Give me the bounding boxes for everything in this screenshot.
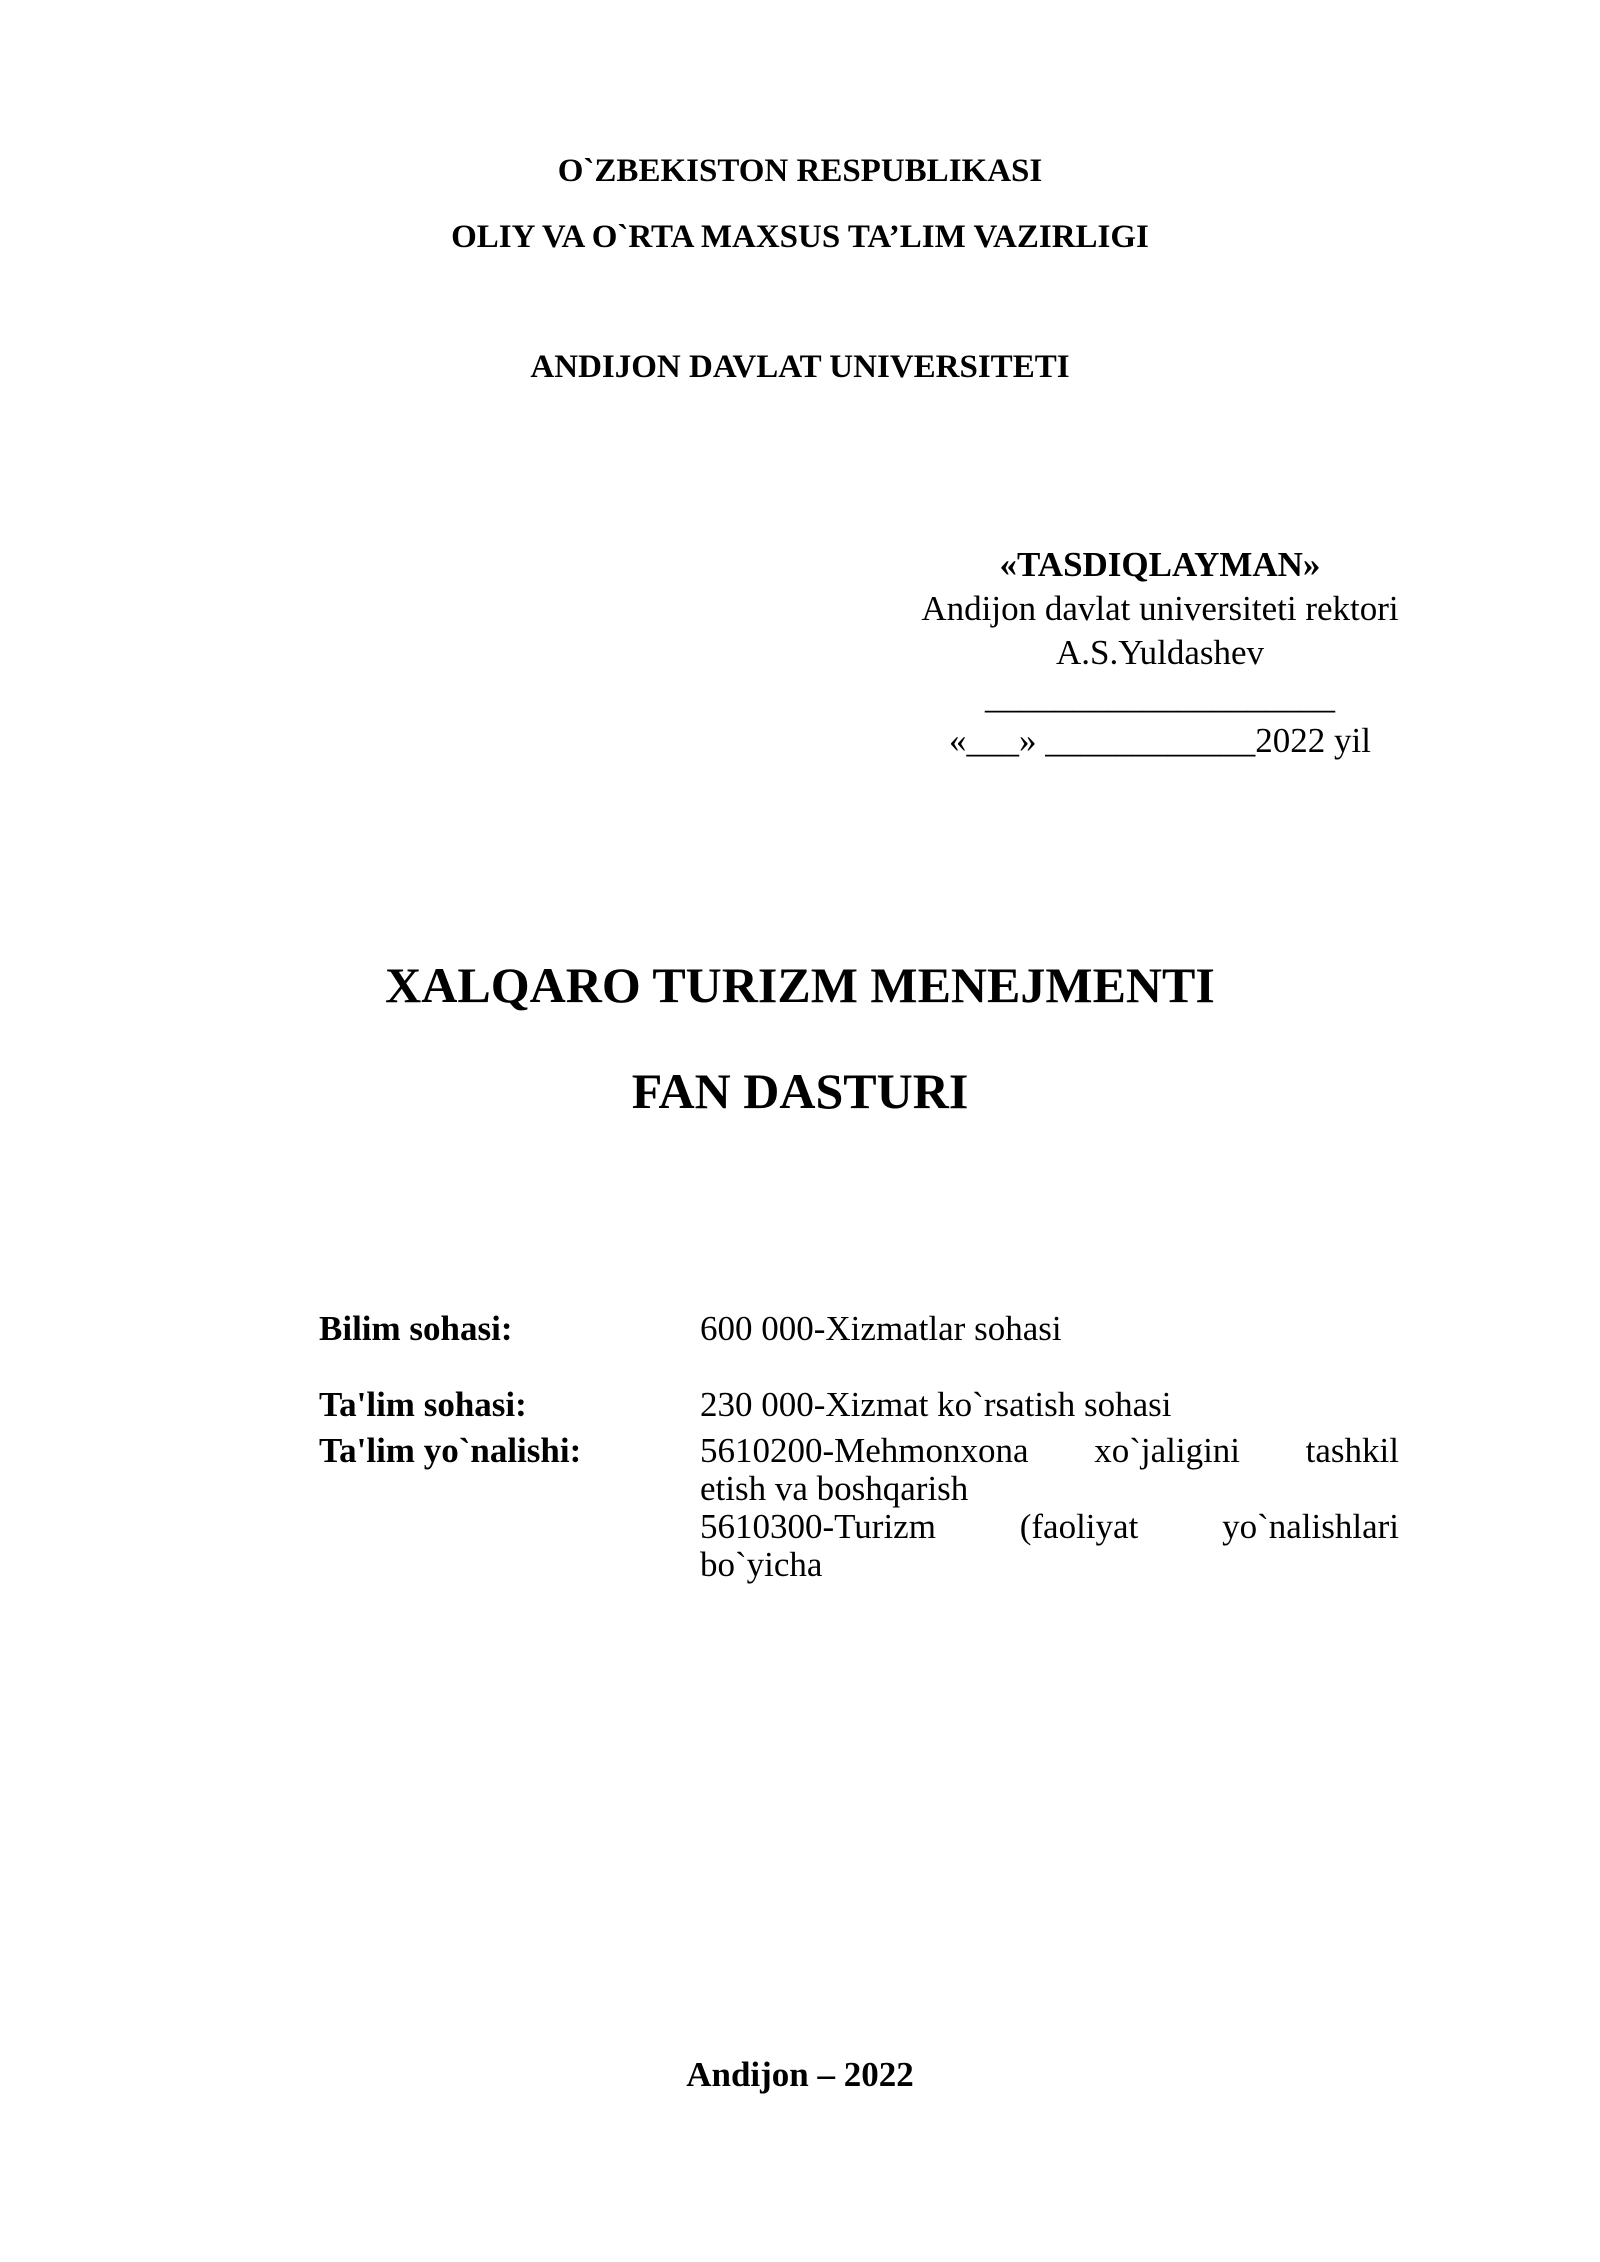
direction-label: Ta'lim yo`nalishi: <box>319 1431 582 1470</box>
info-row-direction <box>319 1432 1399 1584</box>
place-year-footer: Andijon – 2022 <box>686 2055 914 2094</box>
field-value: 600 000-Xizmatlar sohasi <box>700 1309 1062 1348</box>
university-heading: ANDIJON DAVLAT UNIVERSITETI <box>530 349 1070 385</box>
signature-line: ____________________ <box>985 677 1335 716</box>
document-subtitle: FAN DASTURI <box>631 1063 969 1119</box>
info-row-area <box>319 1386 1399 1424</box>
direction-value <box>700 1432 1399 1584</box>
field-label: Bilim sohasi: <box>319 1309 513 1348</box>
area-value: 230 000-Xizmat ko`rsatish sohasi <box>700 1385 1172 1424</box>
direction-2-line-1: 5610300-Turizm (faoliyat yo`nalishlari <box>700 1507 1399 1546</box>
area-label: Ta'lim sohasi: <box>319 1385 527 1424</box>
approval-date-line: «___» ____________2022 yil <box>949 721 1371 760</box>
document-title: XALQARO TURIZM MENEJMENTI <box>385 957 1215 1013</box>
republic-heading: O`ZBEKISTON RESPUBLIKASI <box>557 153 1043 189</box>
direction-2-line-2: bo`yicha <box>700 1545 823 1584</box>
direction-1-line-1: 5610200-Mehmonxona xo`jaligini tashkil <box>700 1431 1399 1470</box>
approval-heading: «TASDIQLAYMAN» <box>999 545 1321 584</box>
direction-1-line-2: etish va boshqarish <box>700 1469 969 1508</box>
info-row-field <box>319 1310 1399 1348</box>
ministry-heading: OLIY VA O`RTA MAXSUS TA’LIM VAZIRLIGI <box>451 219 1149 255</box>
approval-block <box>860 543 1460 763</box>
approver-name: A.S.Yuldashev <box>1055 633 1265 672</box>
program-info <box>319 1310 1399 1584</box>
approver-position: Andijon davlat universiteti rektori <box>921 589 1399 628</box>
